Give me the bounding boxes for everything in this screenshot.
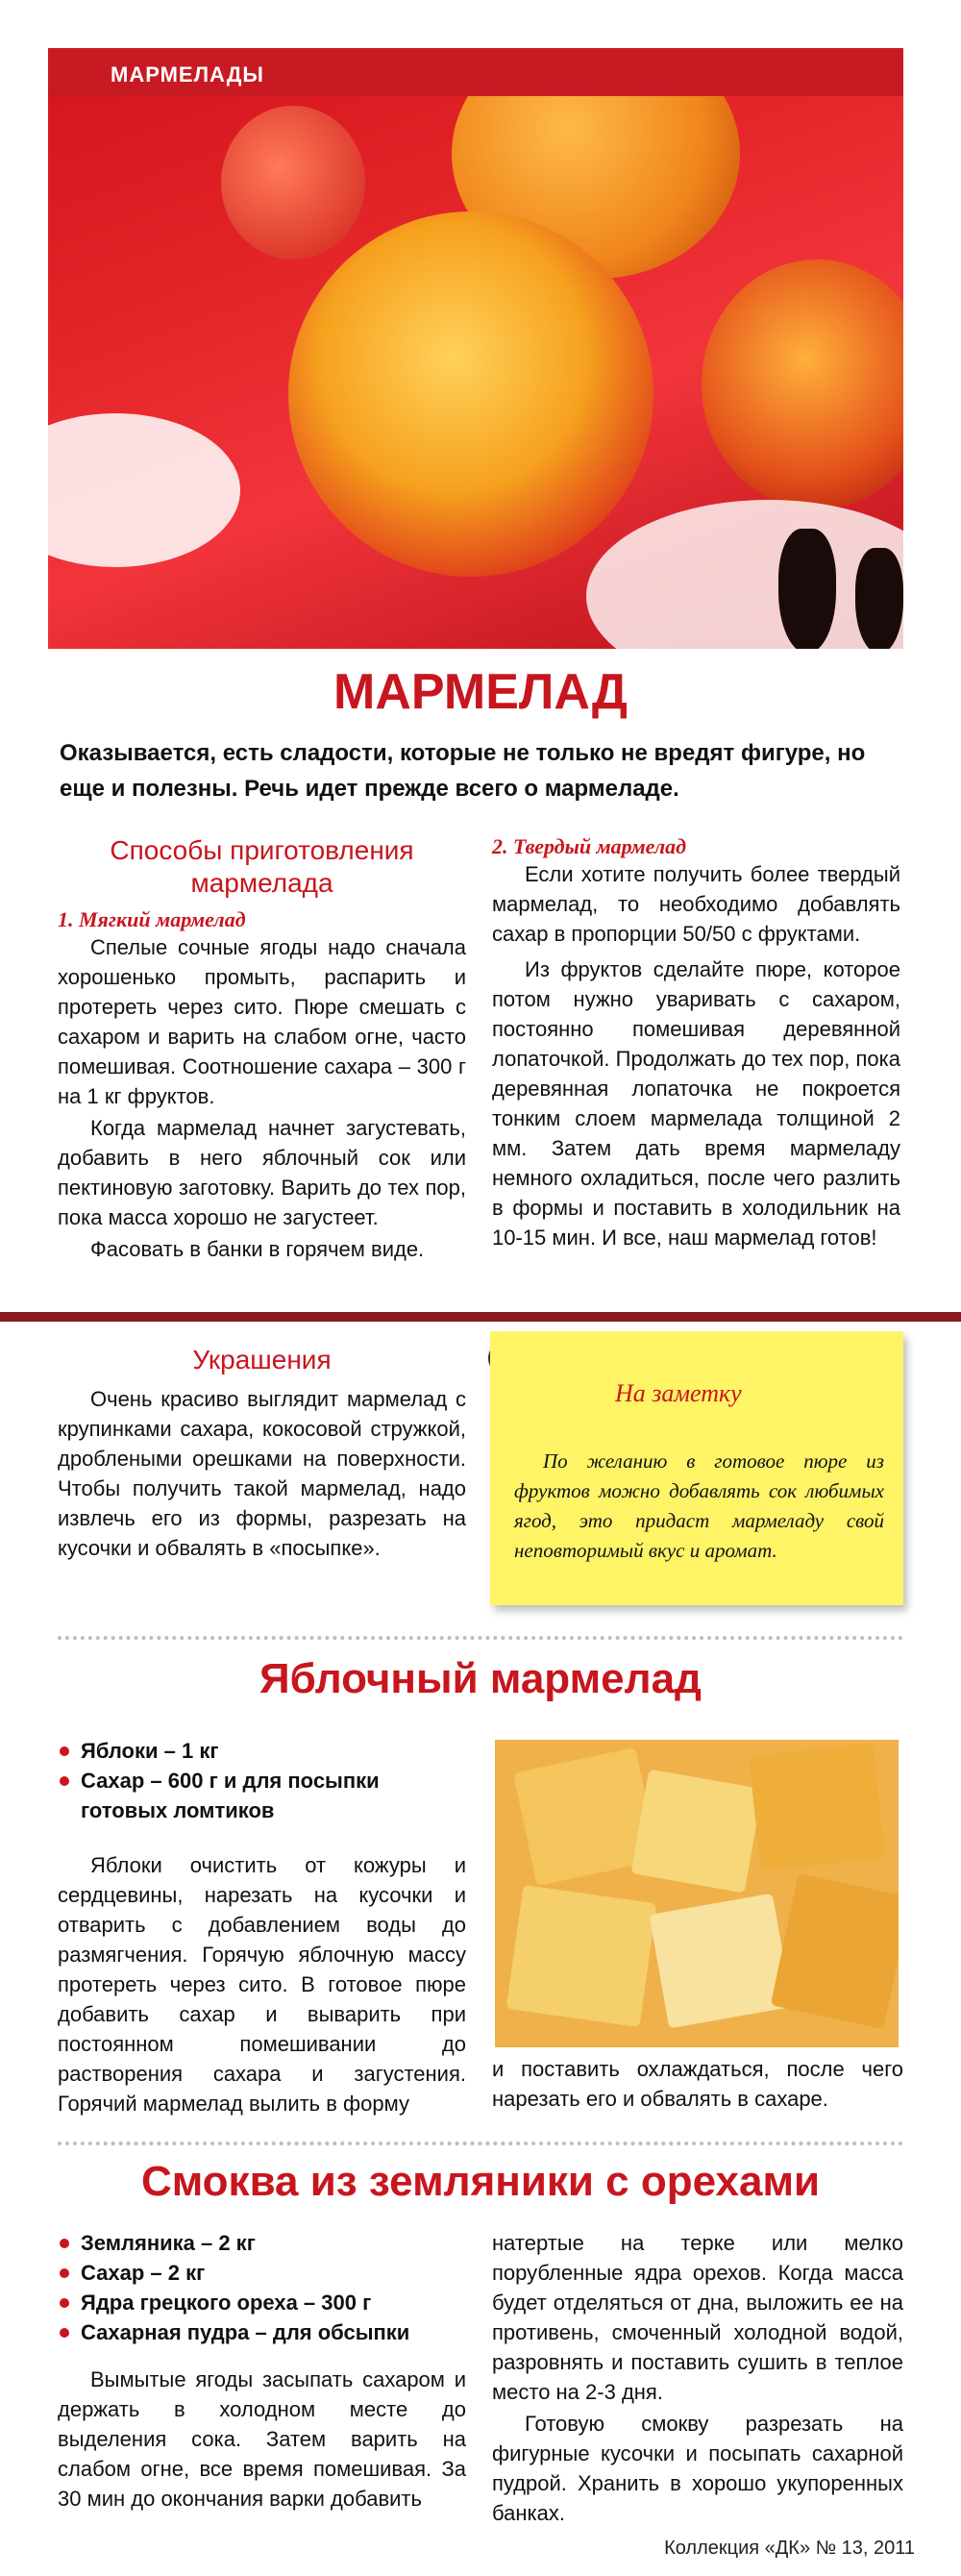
paragraph: Из фруктов сделайте пюре, которое потом нужно уваривать с сахаром, постоянно помешивая деревянной лопаточкой. Продолжать до тех пор, пока деревянная лопаточка не покроется тонким слоем мармелада толщиной 2 мм. Затем дать время мармеладу немного охладиться, после чего разлить в формы и поставить в холодильник на 10-15 мин. И все, наш мармелад готов! [492,957,900,1250]
methods-column [58,834,466,1266]
paragraph: Готовую смокву разрезать на фигурные кусочки и посыпать сахарной пудрой. Хранить в хорошо укупоренных банках. [492,2412,903,2525]
apple-title: Яблочный мармелад [259,1655,702,1702]
list-item: Сахар – 2 кг [58,2258,471,2288]
list-item: Яблоки – 1 кг [58,1736,461,1766]
list-item: Земляника – 2 кг [58,2228,471,2258]
paragraph: Спелые сочные ягоды надо сначала хорошенько промыть, распарить и протереть через сито. Пюре смешать с сахаром и варить на слабом огне, часто помешивая. Соотношение сахара – 300 г на 1 кг фруктов. [58,935,466,1108]
list-item: Ядра грецкого ореха – 300 г [58,2288,471,2317]
decor-text-wrap [58,1384,466,1563]
paragraph: натертые на терке или мелко порубленные ядра орехов. Когда масса будет отделяться от дна, выложить ее на противень, смоченный холодной водой, разровнять и поставить сушить в теплое место на 2-3 дня. [492,2231,903,2404]
article-title: МАРМЕЛАД [333,664,628,720]
hard-column [492,834,900,1254]
tip-note [490,1331,903,1605]
smokva-title: Смоква из земляники с орехами [140,2158,821,2205]
paragraph: Если хотите получить более твердый мармелад, то необходимо добавлять сахар в пропорции 50/50 с фруктами. [492,862,900,946]
hard-marmalade-text [492,859,900,1252]
smokva-ingredients [58,2228,471,2347]
apple-ingredients [58,1736,461,1825]
smokva-text-right-wrap [492,2228,903,2530]
section-tag: МАРМЕЛАДЫ [111,62,264,87]
soft-marmalade-text [58,932,466,1264]
apple-text-right-wrap [492,2054,903,2116]
dotted-divider [58,1636,903,1640]
soft-marmalade-title: 1. Мягкий мармелад [58,907,246,931]
apple-text-right: и поставить охлаждаться, после чего нарезать его и обвалять в сахаре. [492,2057,903,2111]
decor-heading: Украшения [192,1345,332,1375]
hero-image [48,48,903,649]
note-text: По желанию в готовое пюре из фруктов можно добавлять сок любимых ягод, это придаст мармеладу свой неповторимый вкус и аромат. [514,1449,884,1562]
apple-text-left: Яблоки очистить от кожуры и сердцевины, нарезать на кусочки и отварить с добавлением воды до размягчения. Горячую яблочную массу протереть через сито. В готовое пюре добавить сахар и выварить при постоянном помешивании до растворения сахара и загустения. Горячий мармелад вылить в форму [58,1853,466,2116]
dotted-divider [58,2142,903,2145]
paragraph: Когда мармелад начнет загустевать, добавить в него яблочный сок или пектиновую заготовку. Варить до тех пор, пока масса хорошо не загустеет. [58,1116,466,1229]
apple-text-left-wrap [58,1850,466,2120]
smokva-text-left: Вымытые ягоды засыпать сахаром и держать в холодном месте до выделения сока. Затем варить на слабом огне, все время помешивая. За 30 мин до окончания варки добавить [58,2367,466,2511]
decor-text: Очень красиво выглядит мармелад с крупинками сахара, кокосовой стружкой, дроблеными орешками на поверхности. Чтобы получить такой мармелад, надо извлечь его из формы, разрезать на кусочки и обвалять в «посыпке». [58,1387,466,1560]
hard-marmalade-title: 2. Твердый мармелад [492,834,687,858]
list-item: Сахар – 600 г и для посыпки готовых ломтиков [58,1766,461,1825]
decor-section [58,1344,466,1565]
smokva-text-left-wrap [58,2365,466,2515]
list-item: Сахарная пудра – для обсыпки [58,2317,471,2347]
note-title: На заметку [615,1379,742,1407]
paragraph: Фасовать в банки в горячем виде. [90,1237,425,1261]
footer-credit: Коллекция «ДК» № 13, 2011 [664,2538,915,2559]
methods-heading: Способы приготовления мармелада [110,835,414,898]
marmalade-photo [495,1740,899,2047]
article-intro: Оказывается, есть сладости, которые не только не вредят фигуре, но еще и полезны. Речь идет прежде всего о мармеладе. [60,740,866,802]
section-divider [0,1312,961,1322]
